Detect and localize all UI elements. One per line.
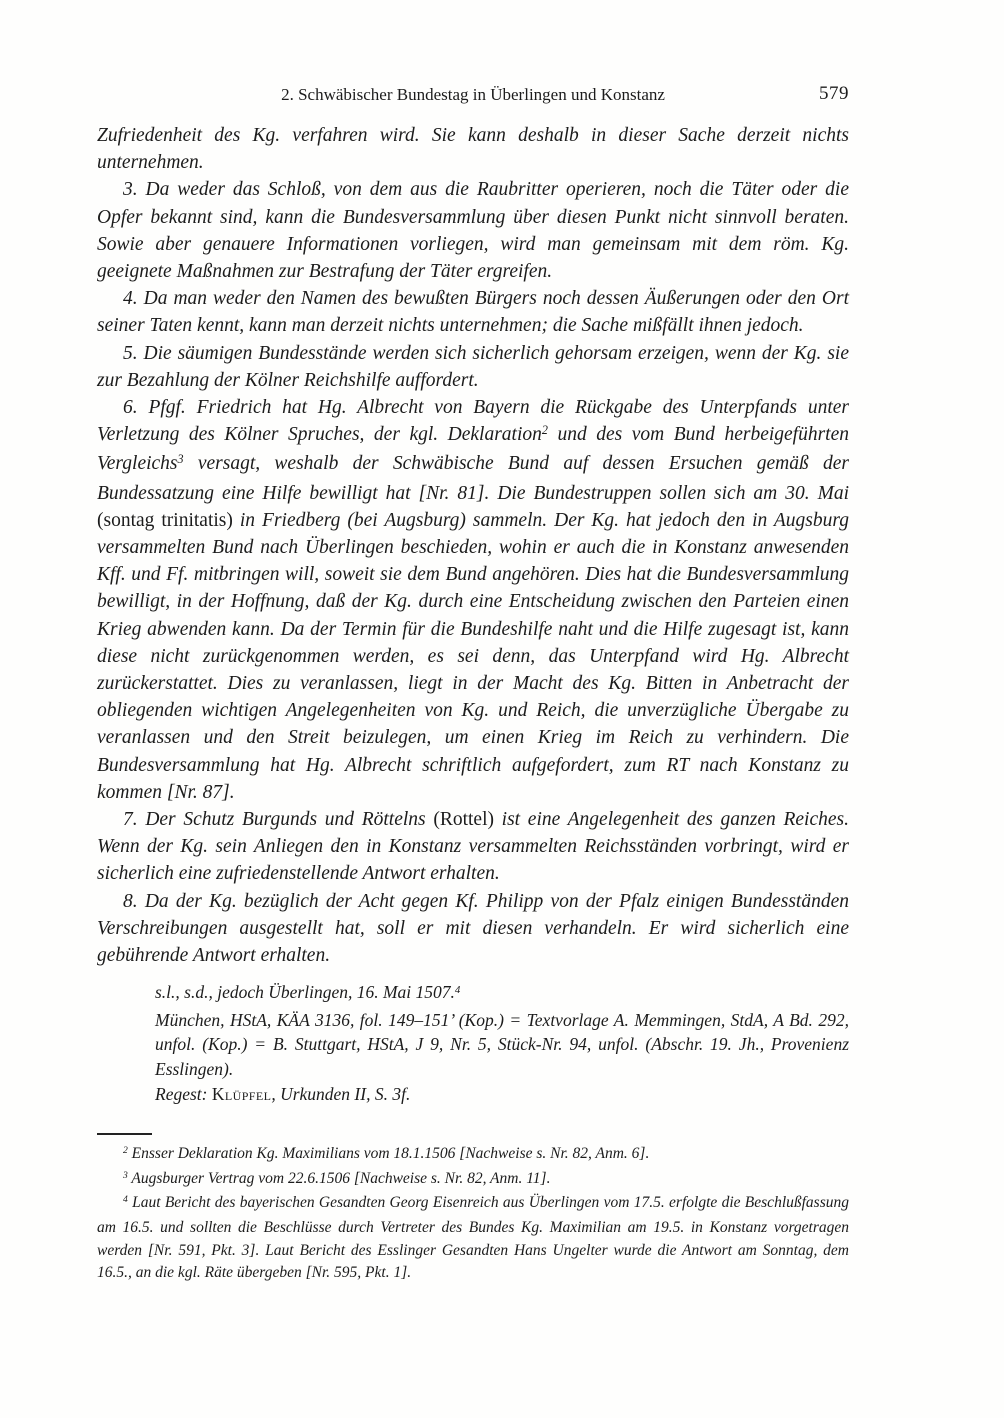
text-run: , Urkunden II, S. 3f.: [271, 1083, 411, 1104]
smallcaps-run: Klüpfel: [211, 1083, 272, 1104]
text-run: versagt, weshalb der Schwäbische Bund auf dessen Ersuchen gemäß der Bundessatzung eine Hilfe bewilligt hat [Nr. 81]. Die Bundestruppen sollen sich am 30. Mai: [97, 453, 849, 504]
text-run: 4. Da man weder den Namen des bewußten Bürgers noch dessen Äußerungen oder den Ort seiner Taten kennt, kann man derzeit nichts unternehmen; die Sache mißfällt ihnen jedoch.: [97, 288, 849, 337]
footnote-rule: [97, 1133, 152, 1135]
source-block: [155, 980, 849, 1106]
superscript-reference: 3: [123, 1169, 128, 1181]
body-paragraph: [97, 394, 849, 806]
footnote: [97, 1168, 849, 1193]
superscript-reference: 2: [123, 1145, 128, 1157]
footnote: [97, 1143, 849, 1168]
text-run: Augsburger Vertrag vom 22.6.1506 [Nachweise s. Nr. 82, Anm. 11].: [127, 1169, 551, 1187]
text-run: 6. Pfgf. Friedrich hat Hg. Albrecht von Bayern die Rückgabe des Unterpfands unter Verletzung des Kölner Spruches, der kgl. Deklaration: [97, 397, 849, 446]
running-title: 2. Schwäbischer Bundestag in Überlingen und Konstanz: [281, 85, 665, 104]
footnotes: [97, 1143, 849, 1285]
text-run: (Rottel): [433, 809, 494, 831]
body-paragraph: [97, 888, 849, 970]
superscript-reference: 3: [177, 452, 184, 467]
body-paragraph: [97, 340, 849, 394]
text-run: 7. Der Schutz Burgunds und Röttelns: [123, 809, 434, 831]
text-run: und des vom Bund herbeigeführten Vergleichs: [97, 424, 849, 475]
footnote: [97, 1192, 849, 1284]
text-run: 5. Die säumigen Bundesstände werden sich sicherlich gehorsam erzeigen, wenn der Kg. sie zur Bezahlung der Kölner Reichshilfe auffordert.: [97, 342, 849, 391]
page-number: 579: [819, 83, 849, 104]
body-text: [97, 122, 849, 969]
text-run: 3. Da weder das Schloß, von dem aus die Raubritter operieren, noch die Täter oder die Opfer bekannt sind, kann die Bundesversammlung über diesen Punkt nicht sinnvoll beraten. Sowie aber genauere Informationen vorliegen, wird man gemeinsam mit dem röm. Kg. geeignete Maßnahmen zur Bestrafung der Täter ergreifen.: [97, 179, 849, 283]
text-run: ist eine Angelegenheit des ganzen Reiches. Wenn der Kg. sein Anliegen den in Konstanz versammelten Reichsständen vorbringt, wird er sicherlich eine zufriedenstellende Antwort erhalten.: [97, 809, 849, 885]
text-run: Regest:: [155, 1083, 212, 1104]
source-line: [155, 980, 849, 1008]
source-line: [155, 1008, 849, 1082]
body-paragraph: [97, 122, 849, 176]
body-paragraph: [97, 176, 849, 285]
text-run: 8. Da der Kg. bezüglich der Acht gegen Kf. Philipp von der Pfalz einigen Bundesständen Verschreibungen ausgestellt hat, soll er mit diesen verhandeln. Er wird sicherlich eine gebührende Antwort erhalten.: [97, 890, 849, 967]
superscript-reference: 2: [541, 422, 548, 437]
text-run: in Friedberg (bei Augsburg) sammeln. Der Kg. hat jedoch den in Augsburg versammelten Bund nach Überlingen beschieden, wohin er auch die in Konstanz anwesenden Kff. und Ff. mitbringen will, soweit sie dem Bund angehören. Dies hat die Bundesversammlung bewilligt, in der Hoffnung, daß der Kg. durch eine Entscheidung zwischen den Parteien einen Krieg abwenden kann. Da der Termin für die Bundeshilfe naht und die Hilfe zugesagt ist, kann diese nicht zurückgenommen werden, es sei denn, das Unterpfand wird Hg. Albrecht zurückerstattet. Dies zu veranlassen, liegt in der Macht des Kg. Bitten in Anbetracht der obliegenden wichtigen Angelegenheiten von Kg. und Reich, die unverzügliche Übergabe zu veranlassen und den Streit beizulegen, um einen Krieg im Reich zu verhindern. Die Bundesversammlung hat Hg. Albrecht schriftlich aufgefordert, zum RT nach Konstanz zu kommen [Nr. 87].: [97, 509, 849, 803]
source-line: [155, 1082, 849, 1107]
text-run: Laut Bericht des bayerischen Gesandten Georg Eisenreich aus Überlingen vom 17.5. erfolgte die Beschlußfassung am 16.5. und sollten die Beschlüsse durch Vertreter des Bundes Kg. Maximilian am 19.5. in Konstanz vorgetragen werden [Nr. 591, Pkt. 3]. Laut Bericht des Esslinger Gesandten Hans Ungelter wurde die Antwort am Sonntag, dem 16.5., an die kgl. Räte übergeben [Nr. 595, Pkt. 1].: [97, 1194, 849, 1282]
superscript-reference: 4: [454, 983, 461, 996]
text-run: (sontag trinitatis): [97, 509, 233, 531]
body-paragraph: [97, 285, 849, 339]
text-run: s.l., s.d., jedoch Überlingen, 16. Mai 1507.: [155, 982, 455, 1003]
superscript-reference: 4: [123, 1194, 128, 1206]
body-paragraph: [97, 806, 849, 888]
text-run: Zufriedenheit des Kg. verfahren wird. Sie kann deshalb in dieser Sache derzeit nichts unternehmen.: [97, 125, 849, 174]
page-header: [97, 84, 849, 106]
text-run: München, HStA, KÄA 3136, fol. 149–151’ (Kop.) = Textvorlage A. Memmingen, StdA, A Bd. 292, unfol. (Kop.) = B. Stuttgart, HStA, J 9, Nr. 5, Stück-Nr. 94, unfol. (Abschr. 19. Jh., Provenienz Esslingen).: [155, 1009, 849, 1080]
text-run: Ensser Deklaration Kg. Maximilians vom 18.1.1506 [Nachweise s. Nr. 82, Anm. 6].: [127, 1145, 650, 1163]
